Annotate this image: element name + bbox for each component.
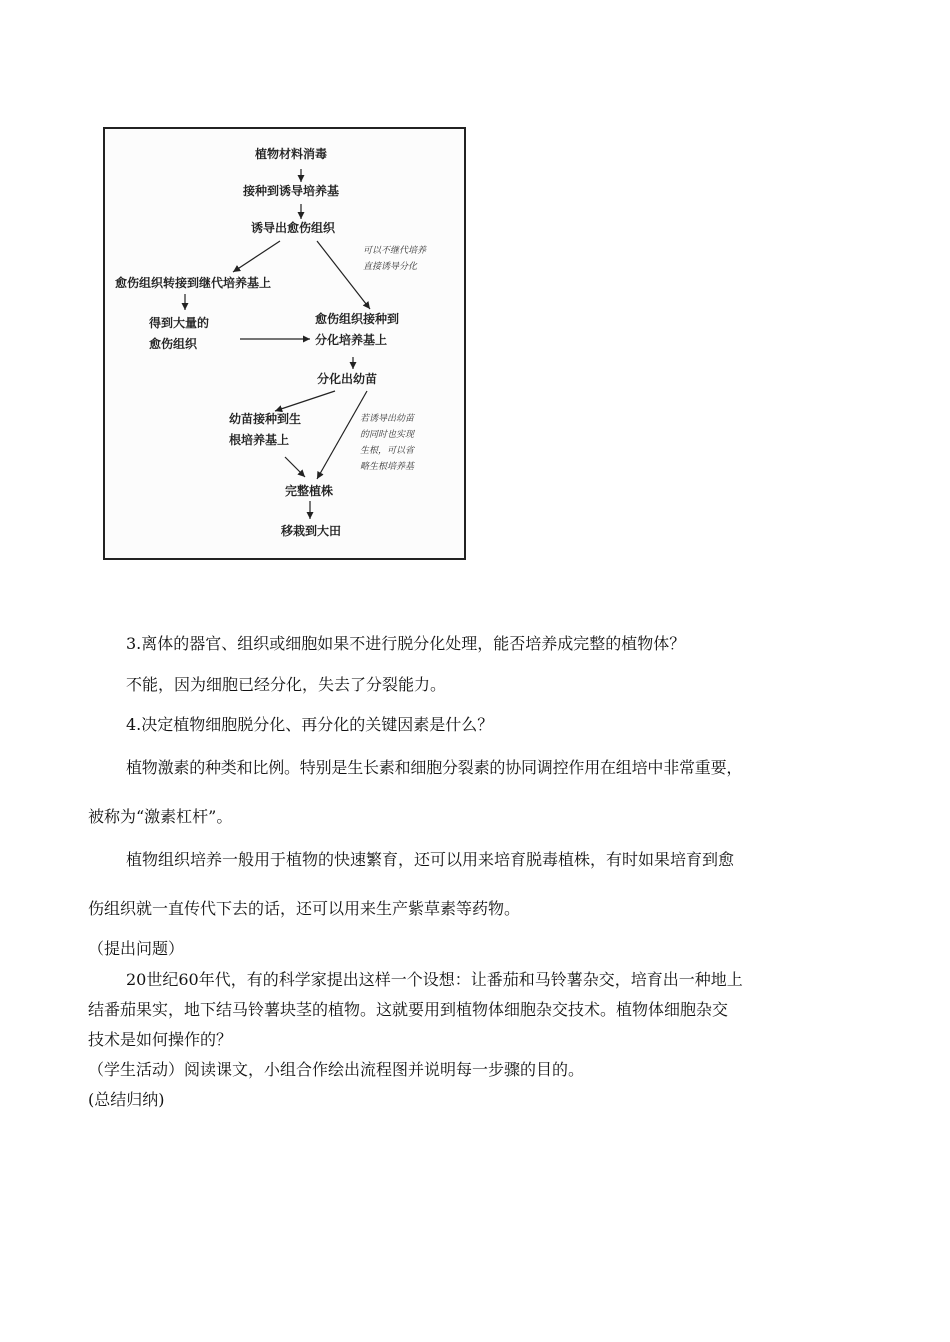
note-skip-subculture-1: 可以不继代培养 <box>363 246 427 256</box>
raise-question-heading: （提出问题） <box>88 939 185 958</box>
tissue-culture-flowchart <box>103 127 466 560</box>
hybrid-paragraph-line-3: 技术是如何操作的？ <box>88 1030 233 1049</box>
node-many-callus-2: 愈伤组织 <box>149 337 198 351</box>
note-skip-rooting-3: 生根，可以省 <box>360 446 415 456</box>
node-transplant: 移栽到大田 <box>281 524 342 538</box>
answer-4-line-1: 植物激素的种类和比例。特别是生长素和细胞分裂素的协同调控作用在组培中非常重要， <box>126 758 743 777</box>
node-diff-medium-2: 分化培养基上 <box>315 333 388 347</box>
node-induce-callus: 诱导出愈伤组织 <box>251 221 336 235</box>
node-subculture: 愈伤组织转接到继代培养基上 <box>115 276 272 290</box>
node-sterilize: 植物材料消毒 <box>255 147 328 161</box>
hybrid-paragraph-line-1: 20世纪60年代，有的科学家提出这样一个设想：让番茄和马铃薯杂交，培育出一种地上 <box>126 970 743 989</box>
question-3: 3.离体的器官、组织或细胞如果不进行脱分化处理，能否培养成完整的植物体？ <box>126 634 686 653</box>
answer-4-line-2: 被称为“激素杠杆”。 <box>88 807 233 826</box>
node-rooting-2: 根培养基上 <box>229 433 290 447</box>
hybrid-paragraph-line-2: 结番茄果实，地下结马铃薯块茎的植物。这就要用到植物体细胞杂交技术。植物体细胞杂交 <box>88 1000 729 1019</box>
usage-paragraph-line-2: 伤组织就一直传代下去的话，还可以用来生产紫草素等药物。 <box>88 899 521 918</box>
node-seedlings: 分化出幼苗 <box>317 372 378 386</box>
node-inoculate-induction: 接种到诱导培养基 <box>243 184 340 198</box>
note-skip-rooting-2: 的同时也实现 <box>360 430 415 440</box>
note-skip-rooting-1: 若诱导出幼苗 <box>360 414 415 424</box>
node-diff-medium-1: 愈伤组织接种到 <box>315 312 400 326</box>
answer-3: 不能，因为细胞已经分化，失去了分裂能力。 <box>126 675 447 694</box>
note-skip-subculture-2: 直接诱导分化 <box>363 262 418 272</box>
node-many-callus-1: 得到大量的 <box>149 316 210 330</box>
summary-heading: (总结归纳) <box>88 1090 165 1109</box>
node-rooting-1: 幼苗接种到生 <box>229 412 302 426</box>
question-4: 4.决定植物细胞脱分化、再分化的关键因素是什么？ <box>126 715 494 734</box>
note-skip-rooting-4: 略生根培养基 <box>360 462 415 472</box>
usage-paragraph-line-1: 植物组织培养一般用于植物的快速繁育，还可以用来培育脱毒植株，有时如果培育到愈 <box>126 850 735 869</box>
student-activity: （学生活动）阅读课文，小组合作绘出流程图并说明每一步骤的目的。 <box>88 1060 585 1079</box>
node-whole-plant: 完整植株 <box>285 484 334 498</box>
